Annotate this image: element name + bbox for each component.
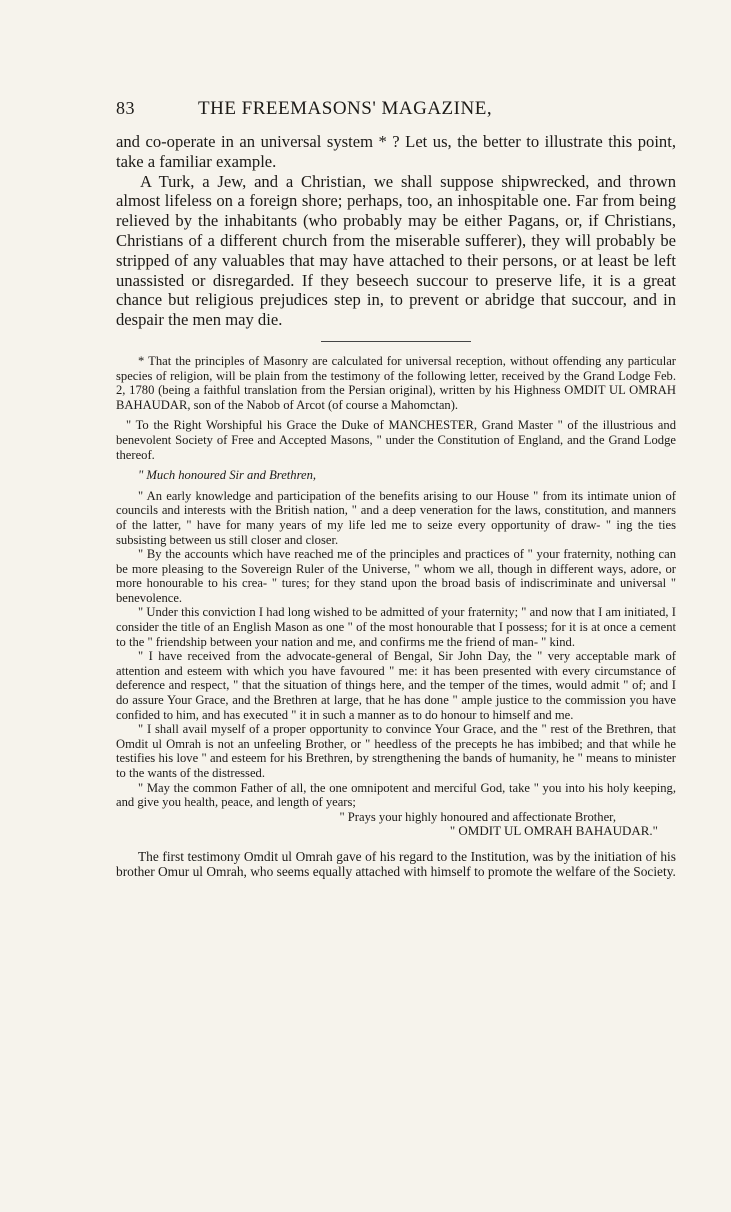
- letter-paragraph: " By the accounts which have reached me of the principles and practices of " your fraternity, nothing can be more pleasing to the Sovereign Ruler of the Universe, " whom we all, though in different ways, adore, or more honourable to his crea- " tures; for they stand upon the broad basis of indiscriminate and universal " benevolence.: [116, 547, 676, 605]
- footnote-intro: * That the principles of Masonry are calculated for universal reception, without offending any particular species of religion, will be plain from the testimony of the following letter, received by the Grand Lodge Feb. 2, 1780 (being a faithful translation from the Persian original), written by his Highness OMDIT UL OMRAH BAHAUDAR, son of the Nabob of Arcot (of course a Mahomctan).: [116, 353, 676, 412]
- page-header: [116, 94, 676, 132]
- letter-address: " To the Right Worshipful his Grace the Duke of MANCHESTER, Grand Master " of the illustrious and benevolent Society of Free and Accepted Masons, " under the Constitution of England, and the Grand Lodge thereof.: [116, 418, 676, 462]
- footnote-divider: [321, 341, 471, 342]
- letter-signature: " OMDIT UL OMRAH BAHAUDAR.": [449, 823, 658, 839]
- letter-paragraph: " An early knowledge and participation of the benefits arising to our House " from its intimate union of councils and interests with the British nation, " and a deep veneration for the laws, constitution, and manners of the latter, " have for many years of my life led me to seize every opportunity of draw- " ing the ties subsisting between us still closer and closer.: [116, 488, 676, 547]
- letter-paragraph: " Under this conviction I had long wished to be admitted of your fraternity; " and now that I am initiated, I consider the title of an English Mason as one " of the most honourable that I possess; for it is at once a cement to the " friendship between your nation and me, and confirms me the friend of man- " kind.: [116, 605, 676, 649]
- page-number: 83: [116, 98, 135, 118]
- letter-salutation: " Much honoured Sir and Brethren,: [138, 468, 317, 483]
- closing-section: [116, 849, 676, 879]
- running-title: THE FREEMASONS' MAGAZINE,: [198, 98, 493, 119]
- body-paragraph: A Turk, a Jew, and a Christian, we shall suppose shipwrecked, and thrown almost lifeless on a foreign shore; perhaps, too, an inhospitable one. Far from being relieved by the inhabitants (who probably may be either Pagans, or, if Christians, Christians of a different church from the miserable sufferer), they will probably be stripped of any valuables that may have attached to their persons, or at least be left unassisted or disregarded. If they beseech succour to preserve life, it is a great chance but religious prejudices step in, to prevent or abridge that succour, and in despair the men may die.: [116, 171, 676, 330]
- book-page: [116, 94, 676, 879]
- letter-paragraph: " I have received from the advocate-general of Bengal, Sir John Day, the " very acceptable mark of attention and esteem with which you have favoured " me: it has been presented with every circumstance of deference and respect, " that the situation of things here, and the temper of the times, would admit " of; and I do assure Your Grace, and the Brethren at large, that he has done " ample justice to the commission you have confided to him, and has executed " it in such a manner as to do honour to himself and me.: [116, 649, 676, 722]
- body-paragraph: and co-operate in an universal system * ? Let us, the better to illustrate this point, take a familiar example.: [116, 132, 676, 171]
- letter-valediction: " Prays your highly honoured and affectionate Brother,: [339, 809, 616, 824]
- main-text: [116, 132, 676, 330]
- footnote: [116, 354, 676, 839]
- letter-paragraph: " I shall avail myself of a proper opportunity to convince Your Grace, and the " rest of the Brethren, that Omdit ul Omrah is not an unfeeling Brother, or " heedless of the precepts he has imbibed; and that while he testifies his love " and esteem for his Brethren, by strengthening the bands of humanity, he " means to minister to the wants of the distressed.: [116, 722, 676, 780]
- letter-paragraph: " May the common Father of all, the one omnipotent and merciful God, take " you into his holy keeping, and give you health, peace, and length of years;: [116, 780, 676, 810]
- closing-paragraph: The first testimony Omdit ul Omrah gave of his regard to the Institution, was by the initiation of his brother Omur ul Omrah, who seems equally attached with himself to promote the welfare of the Society.: [116, 848, 676, 880]
